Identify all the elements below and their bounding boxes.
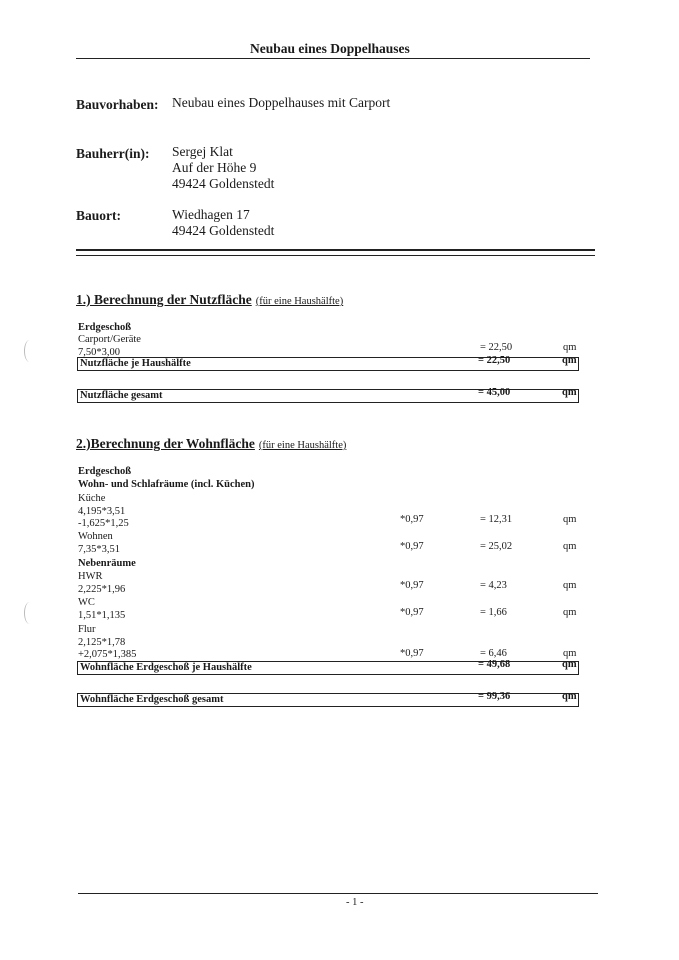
bauort-city: 49424 Goldenstedt bbox=[172, 223, 275, 238]
nutzflaeche-subtotal-unit: qm bbox=[562, 355, 577, 366]
wohnen-factor: *0,97 bbox=[400, 541, 424, 552]
bauort-street: Wiedhagen 17 bbox=[172, 207, 250, 222]
wohnflaeche-subtotal-unit: qm bbox=[562, 659, 577, 670]
hwr-calc: 2,225*1,96 bbox=[78, 584, 126, 595]
wc-calc: 1,51*1,135 bbox=[78, 610, 126, 621]
bauvorhaben-value: Neubau eines Doppelhauses mit Carport bbox=[172, 95, 391, 110]
nutzflaeche-subtotal-label: Nutzfläche je Haushälfte bbox=[80, 358, 191, 369]
wohnflaeche-subtotal-row bbox=[77, 661, 579, 675]
carport-calc: 7,50*3,00 bbox=[78, 347, 120, 358]
nutzflaeche-subtotal-value: = 22,50 bbox=[478, 355, 511, 366]
section1-title: 1.) Berechnung der Nutzfläche bbox=[76, 292, 252, 307]
info-separator-top bbox=[76, 249, 595, 251]
kueche-calc-1: 4,195*3,51 bbox=[78, 506, 126, 517]
wc-factor: *0,97 bbox=[400, 607, 424, 618]
kueche-unit: qm bbox=[563, 514, 577, 525]
hwr-result: = 4,23 bbox=[480, 580, 507, 591]
nutzflaeche-total-row bbox=[77, 389, 579, 403]
flur-calc-2: +2,075*1,385 bbox=[78, 649, 137, 660]
section2-title-suffix: (für eine Haushälfte) bbox=[258, 440, 347, 451]
wohnen-unit: qm bbox=[563, 541, 577, 552]
kueche-label: Küche bbox=[78, 493, 106, 504]
flur-unit: qm bbox=[563, 648, 577, 659]
wohnen-label: Wohnen bbox=[78, 531, 113, 542]
nutzflaeche-total-unit: qm bbox=[562, 387, 577, 398]
carport-label: Carport/Geräte bbox=[78, 334, 141, 345]
wohnflaeche-total-value: = 99,36 bbox=[478, 691, 511, 702]
bauvorhaben-label: Bauvorhaben: bbox=[76, 97, 159, 112]
flur-factor: *0,97 bbox=[400, 648, 424, 659]
bauherr-name: Sergej Klat bbox=[172, 144, 233, 159]
hwr-factor: *0,97 bbox=[400, 580, 424, 591]
section1-group: Erdgeschoß bbox=[78, 322, 132, 333]
wohnflaeche-total-label: Wohnfläche Erdgeschoß gesamt bbox=[80, 694, 224, 705]
carport-unit: qm bbox=[563, 342, 577, 353]
section2-heading bbox=[76, 435, 346, 453]
kueche-calc-2: -1,625*1,25 bbox=[78, 518, 129, 529]
kueche-result: = 12,31 bbox=[480, 514, 513, 525]
page-number: - 1 - bbox=[346, 897, 364, 908]
nutzflaeche-total-label: Nutzfläche gesamt bbox=[80, 390, 163, 401]
nebenraeume-subgroup: Nebenräume bbox=[78, 558, 136, 569]
section2-title: 2.)Berechnung der Wohnfläche bbox=[76, 436, 255, 451]
wc-result: = 1,66 bbox=[480, 607, 507, 618]
nutzflaeche-subtotal-row bbox=[77, 357, 579, 371]
wohnen-result: = 25,02 bbox=[480, 541, 513, 552]
bauherr-city: 49424 Goldenstedt bbox=[172, 176, 275, 191]
kueche-factor: *0,97 bbox=[400, 514, 424, 525]
wohnflaeche-total-row bbox=[77, 693, 579, 707]
carport-result: = 22,50 bbox=[480, 342, 513, 353]
page-title: Neubau eines Doppelhauses bbox=[250, 41, 410, 56]
bauort-label: Bauort: bbox=[76, 208, 121, 223]
wohnflaeche-subtotal-value: = 49,68 bbox=[478, 659, 511, 670]
section1-title-suffix: (für eine Haushälfte) bbox=[255, 296, 344, 307]
wohnflaeche-total-unit: qm bbox=[562, 691, 577, 702]
wohnen-calc: 7,35*3,51 bbox=[78, 544, 120, 555]
nutzflaeche-total-value: = 45,00 bbox=[478, 387, 511, 398]
section1-heading bbox=[76, 291, 343, 309]
wohnraeume-subgroup: Wohn- und Schlafräume (incl. Küchen) bbox=[78, 479, 255, 490]
bauherr-label: Bauherr(in): bbox=[76, 146, 150, 161]
punch-hole-mark-bottom bbox=[24, 602, 35, 624]
flur-label: Flur bbox=[78, 624, 96, 635]
info-separator-bottom bbox=[76, 255, 595, 256]
punch-hole-mark-top bbox=[24, 340, 35, 362]
header-rule bbox=[76, 58, 590, 59]
bauherr-street: Auf der Höhe 9 bbox=[172, 160, 257, 175]
section2-group: Erdgeschoß bbox=[78, 466, 132, 477]
wc-label: WC bbox=[78, 597, 95, 608]
flur-calc-1: 2,125*1,78 bbox=[78, 637, 126, 648]
hwr-label: HWR bbox=[78, 571, 103, 582]
wohnflaeche-subtotal-label: Wohnfläche Erdgeschoß je Haushälfte bbox=[80, 662, 252, 673]
flur-result: = 6,46 bbox=[480, 648, 507, 659]
footer-rule bbox=[78, 893, 598, 894]
hwr-unit: qm bbox=[563, 580, 577, 591]
wc-unit: qm bbox=[563, 607, 577, 618]
